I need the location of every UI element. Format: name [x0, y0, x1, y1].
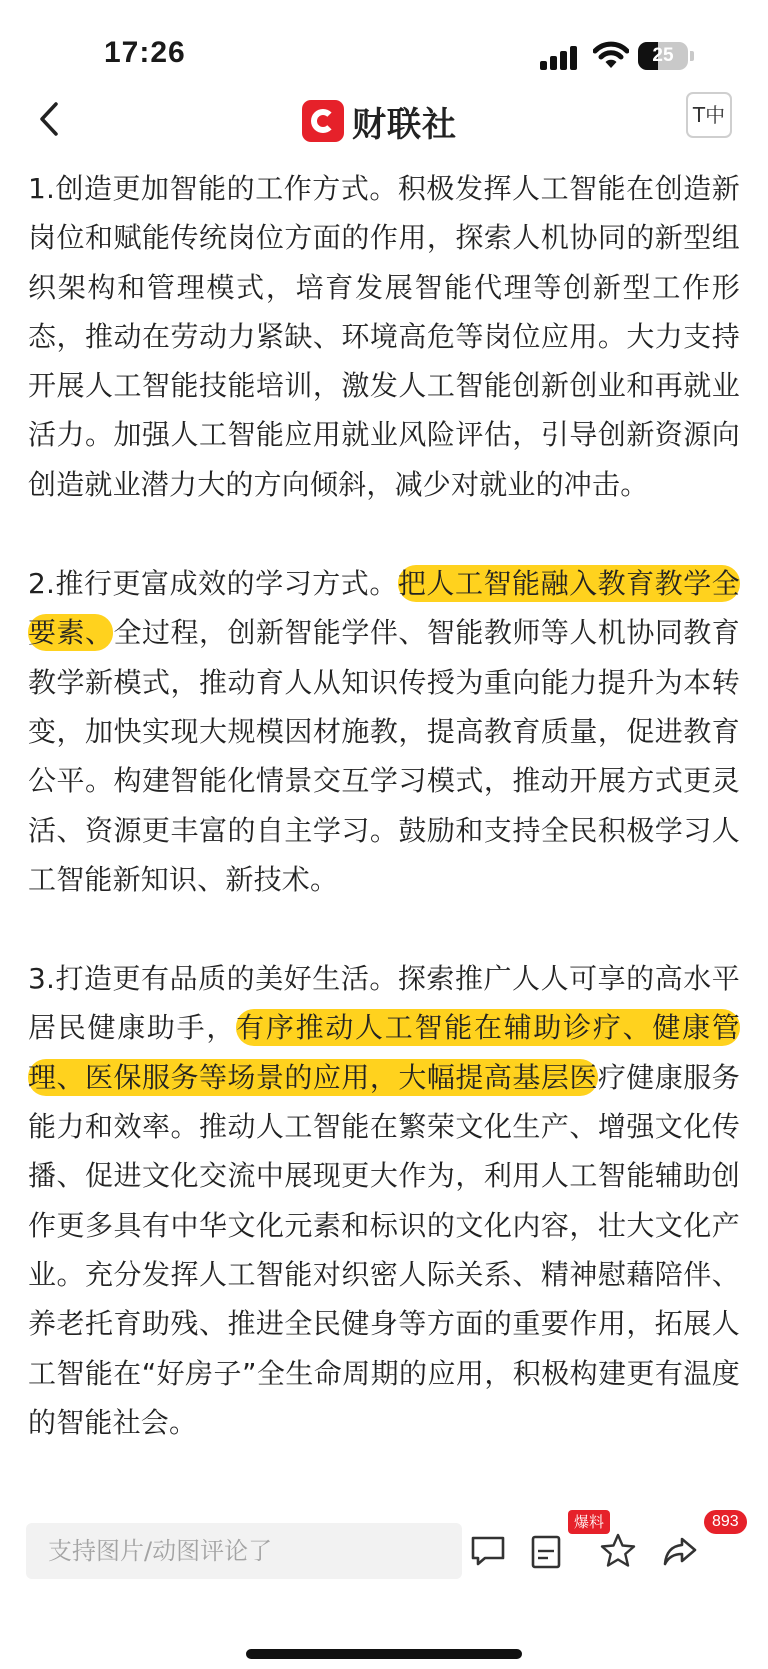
- brand-logo: [302, 96, 457, 146]
- report-tip-icon[interactable]: [526, 1531, 566, 1571]
- share-icon[interactable]: [660, 1531, 700, 1571]
- battery-cap: [690, 51, 694, 61]
- paragraph-text: 1.创造更加智能的工作方式。积极发挥人工智能在创造新岗位和赋能传统岗位方面的作用，探索人机协同的新型组织架构和管理模式，培育发展智能代理等创新型工作形态，推动在劳动力紧缺、环境高危等岗位应用。大力支持开展人工智能技能培训，激发人工智能创新创业和再就业活力。加强人工智能应用就业风险评估，引导创新资源向创造就业潜力大的方向倾斜，减少对就业的冲击。: [28, 172, 740, 501]
- font-size-button[interactable]: T中: [686, 92, 732, 138]
- article-paragraph: [28, 954, 740, 1447]
- article-paragraph: [28, 164, 740, 509]
- article-body: [28, 164, 740, 1497]
- comment-icon[interactable]: [468, 1531, 508, 1571]
- paragraph-text: 疗健康服务能力和效率。推动人工智能在繁荣文化生产、增强文化传播、促进文化交流中展现更大作为，利用人工智能辅助创作更多具有中华文化元素和标识的文化内容，壮大文化产业。充分发挥人工智能对织密人际关系、精神慰藉陪伴、养老托育助残、推进全民健身等方面的重要作用，拓展人工智能在“好房子”全生命周期的应用，积极构建更有温度的智能社会。: [28, 1060, 740, 1439]
- comment-input[interactable]: 支持图片/动图评论了: [26, 1523, 462, 1579]
- battery-icon: [638, 42, 688, 70]
- status-time: 17:26: [104, 36, 186, 69]
- paragraph-text: 3.打造更有品质的美好生活。探索推广人人可享的高水平居民健康助手，: [28, 962, 740, 1045]
- cellular-signal-icon: [540, 44, 580, 70]
- paragraph-text: 全过程，创新智能学伴、智能教师等人机协同教育教学新模式，推动育人从知识传授为重向能力提升为本转变，加快实现大规模因材施教，提高教育质量，促进教育公平。构建智能化情景交互学习模式，推动开展方式更灵活、资源更丰富的自主学习。鼓励和支持全民积极学习人工智能新知识、新技术。: [28, 616, 740, 896]
- home-indicator: [246, 1649, 522, 1659]
- paragraph-text: 2.推行更富成效的学习方式。: [28, 567, 398, 601]
- brand-logo-icon: [302, 100, 344, 142]
- bottom-action-bar: [0, 1505, 768, 1669]
- favorite-star-icon[interactable]: [598, 1531, 638, 1571]
- status-bar: [0, 0, 768, 100]
- top-navigation: [0, 86, 768, 156]
- share-count-badge: 893: [704, 1510, 747, 1534]
- baoliao-badge: 爆料: [568, 1510, 610, 1534]
- back-arrow-icon[interactable]: [36, 98, 66, 142]
- brand-name: 财联社: [352, 104, 457, 145]
- article-paragraph: [28, 559, 740, 904]
- highlighted-text: 有序推动人工智能在辅助诊疗、健康管理、医保服务等场景的应用，大幅提高基层医: [28, 1011, 741, 1094]
- battery-level: 25: [652, 45, 674, 66]
- wifi-icon: [593, 40, 629, 70]
- highlighted-text: 把人工智能融入教育教学全要素、: [28, 567, 740, 650]
